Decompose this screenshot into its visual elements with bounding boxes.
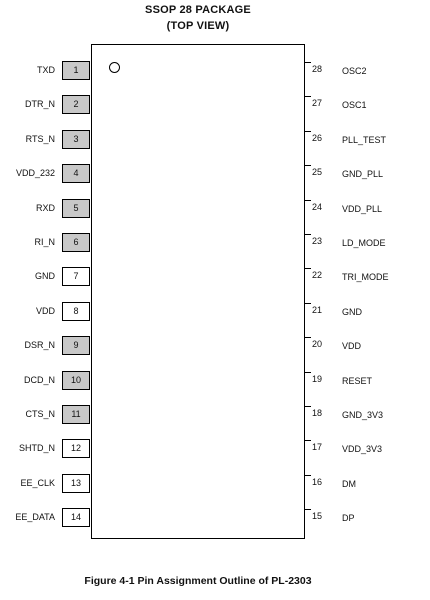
left-pin-label: DCD_N: [23, 374, 55, 385]
right-pin-lead: [305, 337, 311, 338]
left-pin-number-box: 8: [62, 302, 90, 321]
right-pin-number: 24: [312, 201, 323, 212]
left-pin-number-box: 6: [62, 233, 90, 252]
right-pin-lead: [305, 475, 311, 476]
right-pin-label: PLL_TEST: [342, 134, 387, 145]
right-pin-number: 23: [312, 236, 323, 246]
right-pin-number: 15: [312, 511, 323, 522]
left-pin-label: DTR_N: [24, 99, 55, 110]
right-pin-label: VDD_3V3: [342, 444, 383, 455]
left-pin-number-box: 3: [62, 130, 90, 149]
left-pin-label: GND: [35, 271, 55, 282]
right-pin-lead: [305, 200, 311, 201]
right-pin-number: 22: [312, 270, 323, 281]
right-pin-label: DP: [342, 513, 355, 524]
right-pin-number: 27: [312, 98, 323, 109]
right-pin-label: DM: [342, 478, 356, 489]
right-pin-number: 18: [312, 408, 323, 418]
left-pin-number-box: 4: [62, 164, 90, 183]
right-pin-lead: [305, 440, 311, 441]
right-pin-label: TRI_MODE: [342, 272, 389, 283]
right-pin-lead: [305, 165, 311, 166]
right-pin-lead: [305, 509, 311, 510]
right-pin-number: 19: [312, 373, 323, 384]
left-pin-number-box: 1: [62, 61, 90, 80]
right-pin-label: RESET: [342, 375, 373, 386]
right-pin-label: VDD: [342, 341, 362, 352]
left-pin-label: DSR_N: [24, 340, 55, 351]
left-pin-label: TXD: [37, 65, 55, 75]
right-pin-label: GND: [342, 306, 362, 317]
left-pin-number-box: 5: [62, 199, 90, 218]
left-pin-label: CTS_N: [25, 409, 55, 419]
right-pin-label: LD_MODE: [342, 238, 386, 248]
right-pin-lead: [305, 268, 311, 269]
package-title: SSOP 28 PACKAGE: [145, 4, 251, 16]
right-pin-number: 25: [312, 167, 323, 178]
view-subtitle: (TOP VIEW): [166, 20, 230, 32]
right-pin-lead: [305, 303, 311, 304]
left-pin-label: EE_DATA: [15, 512, 55, 523]
right-pin-lead: [305, 372, 311, 373]
right-pin-label: GND_3V3: [342, 410, 384, 420]
left-pin-number-box: 11: [62, 405, 90, 424]
left-pin-label: RTS_N: [25, 133, 55, 144]
left-pin-number-box: 10: [62, 371, 90, 390]
right-pin-label: VDD_PLL: [342, 203, 383, 214]
right-pin-label: OSC1: [342, 100, 367, 111]
right-pin-number: 16: [312, 476, 323, 487]
left-pin-label: EE_CLK: [20, 477, 55, 488]
left-pin-number-box: 13: [62, 474, 90, 493]
left-pin-number-box: 7: [62, 267, 90, 286]
right-pin-lead: [305, 96, 311, 97]
right-pin-lead: [305, 234, 311, 235]
figure-caption: Figure 4-1 Pin Assignment Outline of PL-2303: [84, 575, 312, 587]
left-pin-number-box: 9: [62, 336, 90, 355]
left-pin-label: SHTD_N: [18, 443, 55, 454]
ic-package-body: [91, 44, 305, 539]
right-pin-label: OSC2: [342, 66, 367, 76]
right-pin-number: 28: [312, 64, 323, 74]
right-pin-lead: [305, 406, 311, 407]
right-pin-number: 20: [312, 339, 323, 350]
right-pin-label: GND_PLL: [342, 169, 384, 180]
left-pin-label: RI_N: [34, 237, 55, 247]
right-pin-lead: [305, 131, 311, 132]
right-pin-lead: [305, 62, 311, 63]
right-pin-number: 26: [312, 132, 323, 143]
left-pin-label: VDD_232: [15, 168, 55, 179]
left-pin-number-box: 12: [62, 439, 90, 458]
right-pin-number: 17: [312, 442, 323, 453]
right-pin-number: 21: [312, 304, 323, 315]
left-pin-number-box: 14: [62, 508, 90, 527]
left-pin-label: RXD: [35, 202, 55, 213]
pin1-indicator-dot: [109, 62, 120, 73]
left-pin-number-box: 2: [62, 95, 90, 114]
left-pin-label: VDD: [35, 305, 55, 316]
